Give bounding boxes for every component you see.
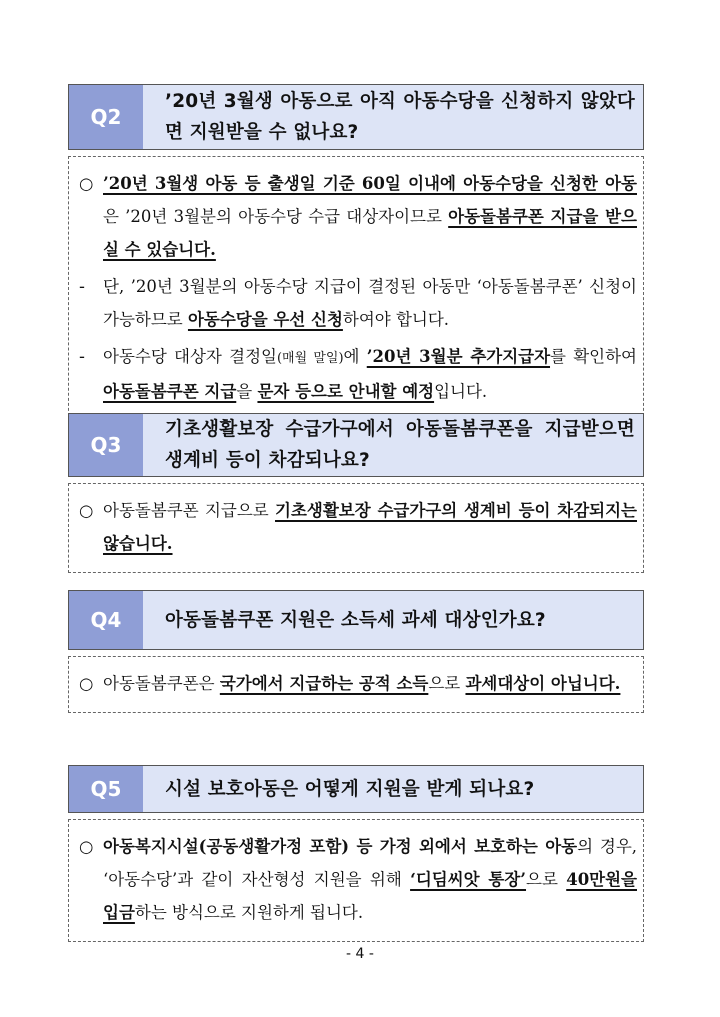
question-label: Q2 [69,85,143,149]
qa-block-q5 [68,765,644,942]
question-header [68,765,644,813]
qa-block-q2 [68,84,644,421]
question-text: 시설 보호아동은 어떻게 지원을 받게 되나요? [165,778,535,800]
question-header [68,413,644,477]
answer-text [103,167,637,266]
emphasized-text: 문자 등으로 안내할 예정 [257,382,435,401]
text-segment: 으로 [428,674,466,693]
answer-text [103,494,637,560]
answer-sub-item [79,340,637,408]
page-number: - 4 - [346,946,374,962]
bullet-marker: ○ [79,674,94,693]
answer-item [79,830,637,929]
text-segment: 에 [343,347,367,366]
answer-text [103,667,637,700]
answer-text [103,340,637,408]
qa-block-q4 [68,590,644,713]
question-text: ’20년 3월생 아동으로 아직 아동수당을 신청하지 않았다면 지원받을 수 없나요? [165,91,635,143]
question-text: 아동돌봄쿠폰 지원은 소득세 과세 대상인가요? [165,609,546,631]
bold-text: 아동복지시설(공동생활가정 포함) 등 가정 외에서 보호하는 아동 [103,837,578,856]
answer-box [68,483,644,573]
text-segment: 하는 방식으로 지원하게 됩니다. [134,903,364,922]
text-segment: 의 경우, ‘아동수당’과 같이 자산형성 지원을 위해 [103,837,637,889]
question-label: Q4 [69,591,143,649]
text-segment: 를 확인하여 [550,347,637,366]
qa-block-q3 [68,413,644,573]
question-label: Q3 [69,414,143,476]
emphasized-text: ’20년 3월생 아동 등 출생일 기준 60일 이내에 아동수당을 신청한 아동 [103,174,637,193]
bullet-marker: ○ [79,837,94,856]
bullet-marker: - [79,347,85,366]
text-segment: 은 ’20년 3월분의 아동수당 수급 대상자이므로 [103,207,449,226]
emphasized-text: ’20년 3월분 추가지급자 [366,347,551,366]
bullet-marker: - [79,277,85,296]
answer-item [79,167,637,266]
text-segment: 으로 [526,870,567,889]
answer-text [103,830,637,929]
emphasized-text: 40만원을 입금 [103,870,637,922]
text-segment: 아동돌봄쿠폰 지급으로 [103,501,276,520]
question-label: Q5 [69,766,143,812]
text-segment: (매월 말일) [276,351,344,366]
text-segment: 아동수당 대상자 결정일 [103,347,277,366]
answer-item [79,494,637,560]
emphasized-text: 국가에서 지급하는 공적 소득 [219,674,429,693]
text-segment: 아동돌봄쿠폰은 [103,674,220,693]
emphasized-text: 아동돌봄쿠폰 지급 [103,382,237,401]
question-header [68,590,644,650]
answer-sub-item [79,270,637,336]
answer-text [103,270,637,336]
question-text: 기초생활보장 수급가구에서 아동돌봄쿠폰을 지급받으면 생계비 등이 차감되나요? [165,419,635,471]
text-segment: 하여야 합니다. [342,310,450,329]
emphasized-text: 아동돌봄쿠폰 지급을 받으실 수 있습니다. [103,207,637,259]
bullet-marker: ○ [79,501,94,520]
answer-box [68,156,644,421]
text-segment: 입니다. [434,382,488,401]
emphasized-text: 아동수당을 우선 신청 [187,310,343,329]
emphasized-text: 기초생활보장 수급가구의 생계비 등이 차감되지는 않습니다. [103,501,637,553]
emphasized-text: 과세대상이 아닙니다. [465,674,621,693]
text-segment: 단, ’20년 3월분의 아동수당 지급이 결정된 아동만 ‘아동돌봄쿠폰’ 신청이 가능하므로 [103,277,637,329]
emphasized-text: ‘디딤씨앗 통장’ [410,870,527,889]
answer-item [79,667,637,700]
answer-box [68,819,644,942]
bullet-marker: ○ [79,174,94,193]
text-segment: 을 [236,382,258,401]
answer-box [68,656,644,713]
question-header [68,84,644,150]
